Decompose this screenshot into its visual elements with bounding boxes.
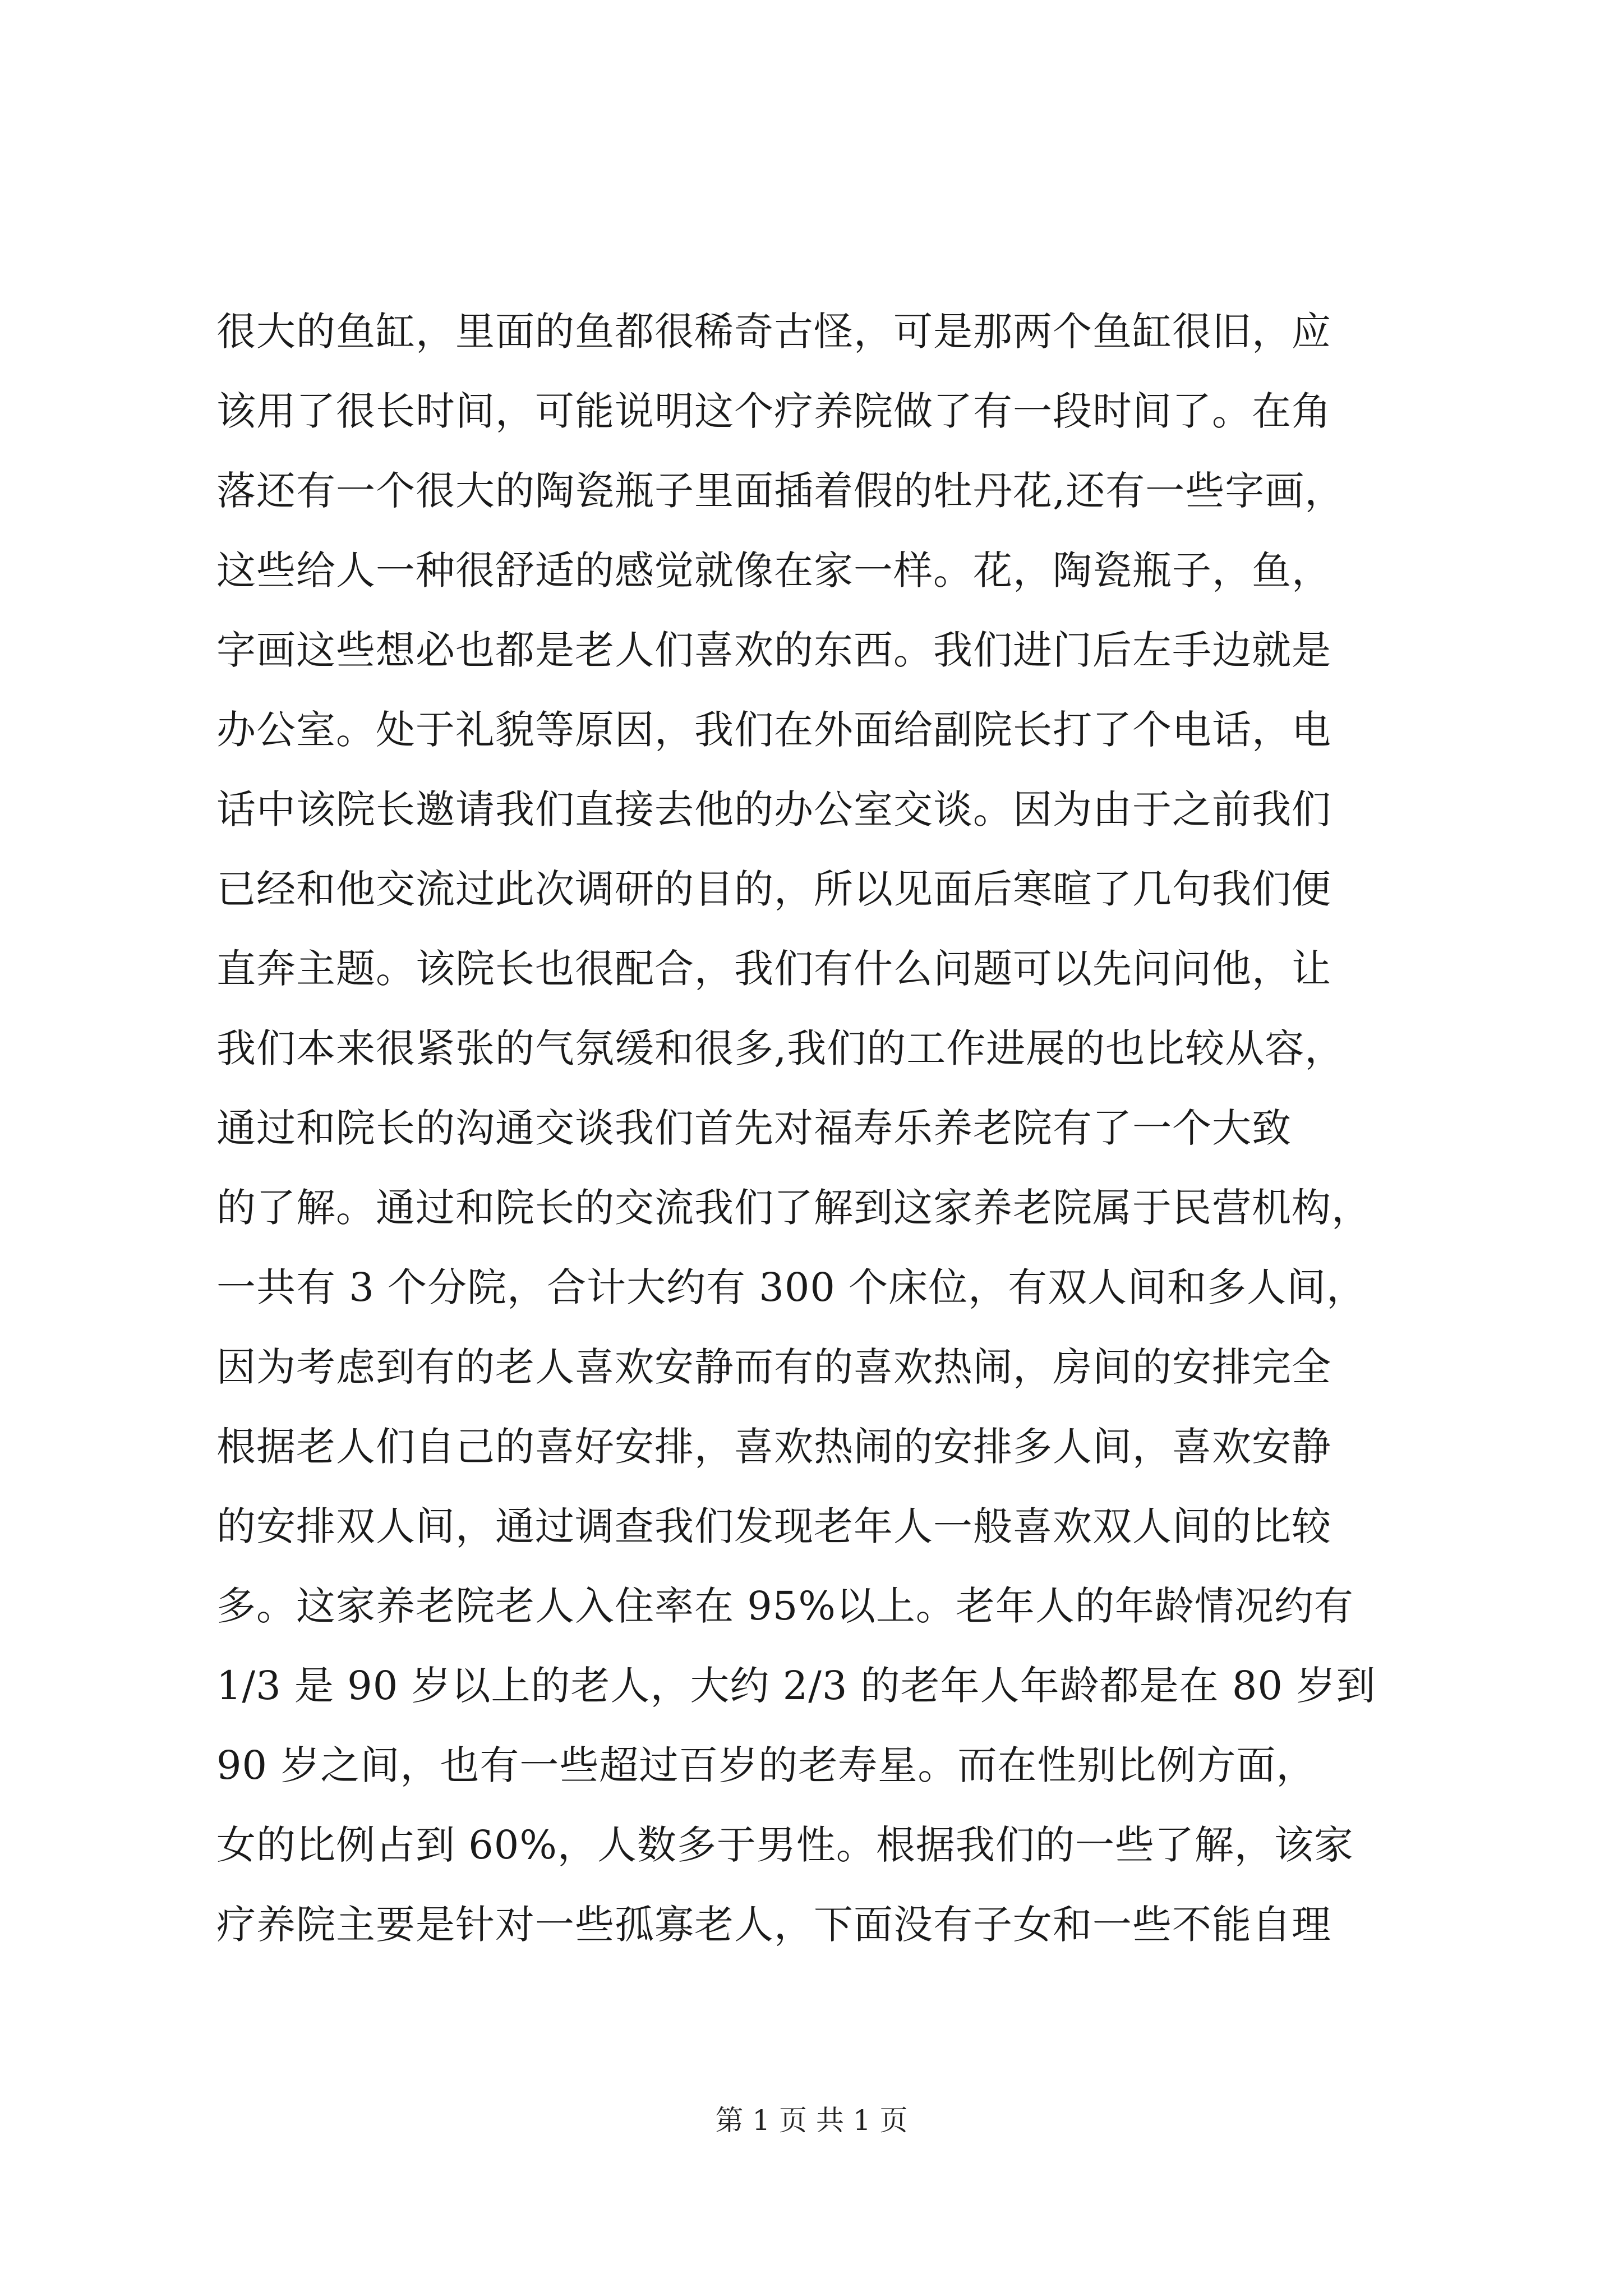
text-line: 该用了很长时间，可能说明这个疗养院做了有一段时间了。在角 (216, 388, 1331, 434)
body-text (216, 292, 1428, 1964)
text-line: 已经和他交流过此次调研的目的，所以见面后寒暄了几句我们便 (216, 866, 1331, 912)
text-line: 字画这些想必也都是老人们喜欢的东西。我们进门后左手边就是 (216, 627, 1331, 673)
text-line: 多。这家养老院老人入住率在 95%以上。老年人的年龄情况约有 (216, 1583, 1354, 1629)
text-line: 通过和院长的沟通交谈我们首先对福寿乐养老院有了一个大致 (216, 1105, 1292, 1151)
text-line: 因为考虑到有的老人喜欢安静而有的喜欢热闹，房间的安排完全 (216, 1344, 1331, 1390)
text-line: 90 岁之间，也有一些超过百岁的老寿星。而在性别比例方面， (216, 1742, 1316, 1788)
text-line: 女的比例占到 60%，人数多于男性。根据我们的一些了解，该家 (216, 1822, 1354, 1868)
text-line: 这些给人一种很舒适的感觉就像在家一样。花，陶瓷瓶子，鱼， (216, 547, 1331, 593)
page-footer (0, 2101, 1623, 2140)
text-line: 根据老人们自己的喜好安排，喜欢热闹的安排多人间，喜欢安静 (216, 1424, 1331, 1470)
text-line: 一共有 3 个分院，合计大约有 300 个床位，有双人间和多人间， (216, 1264, 1367, 1310)
text-line: 的安排双人间，通过调查我们发现老年人一般喜欢双人间的比较 (216, 1503, 1331, 1549)
text-line: 直奔主题。该院长也很配合，我们有什么问题可以先问问他，让 (216, 946, 1331, 992)
text-line: 办公室。处于礼貌等原因，我们在外面给副院长打了个电话，电 (216, 707, 1331, 753)
text-line: 我们本来很紧张的气氛缓和很多,我们的工作进展的也比较从容， (216, 1025, 1345, 1071)
page-number: 第 1 页 共 1 页 (715, 2104, 908, 2137)
text-line: 落还有一个很大的陶瓷瓶子里面插着假的牡丹花,还有一些字画， (216, 468, 1345, 514)
text-line: 1/3 是 90 岁以上的老人，大约 2/3 的老年人年龄都是在 80 岁到 (216, 1663, 1376, 1709)
text-line: 的了解。通过和院长的交流我们了解到这家养老院属于民营机构， (216, 1185, 1371, 1231)
text-line: 话中该院长邀请我们直接去他的办公室交谈。因为由于之前我们 (216, 786, 1331, 832)
text-line: 很大的鱼缸，里面的鱼都很稀奇古怪，可是那两个鱼缸很旧，应 (216, 309, 1331, 355)
text-line: 疗养院主要是针对一些孤寡老人，下面没有子女和一些不能自理 (216, 1902, 1331, 1948)
